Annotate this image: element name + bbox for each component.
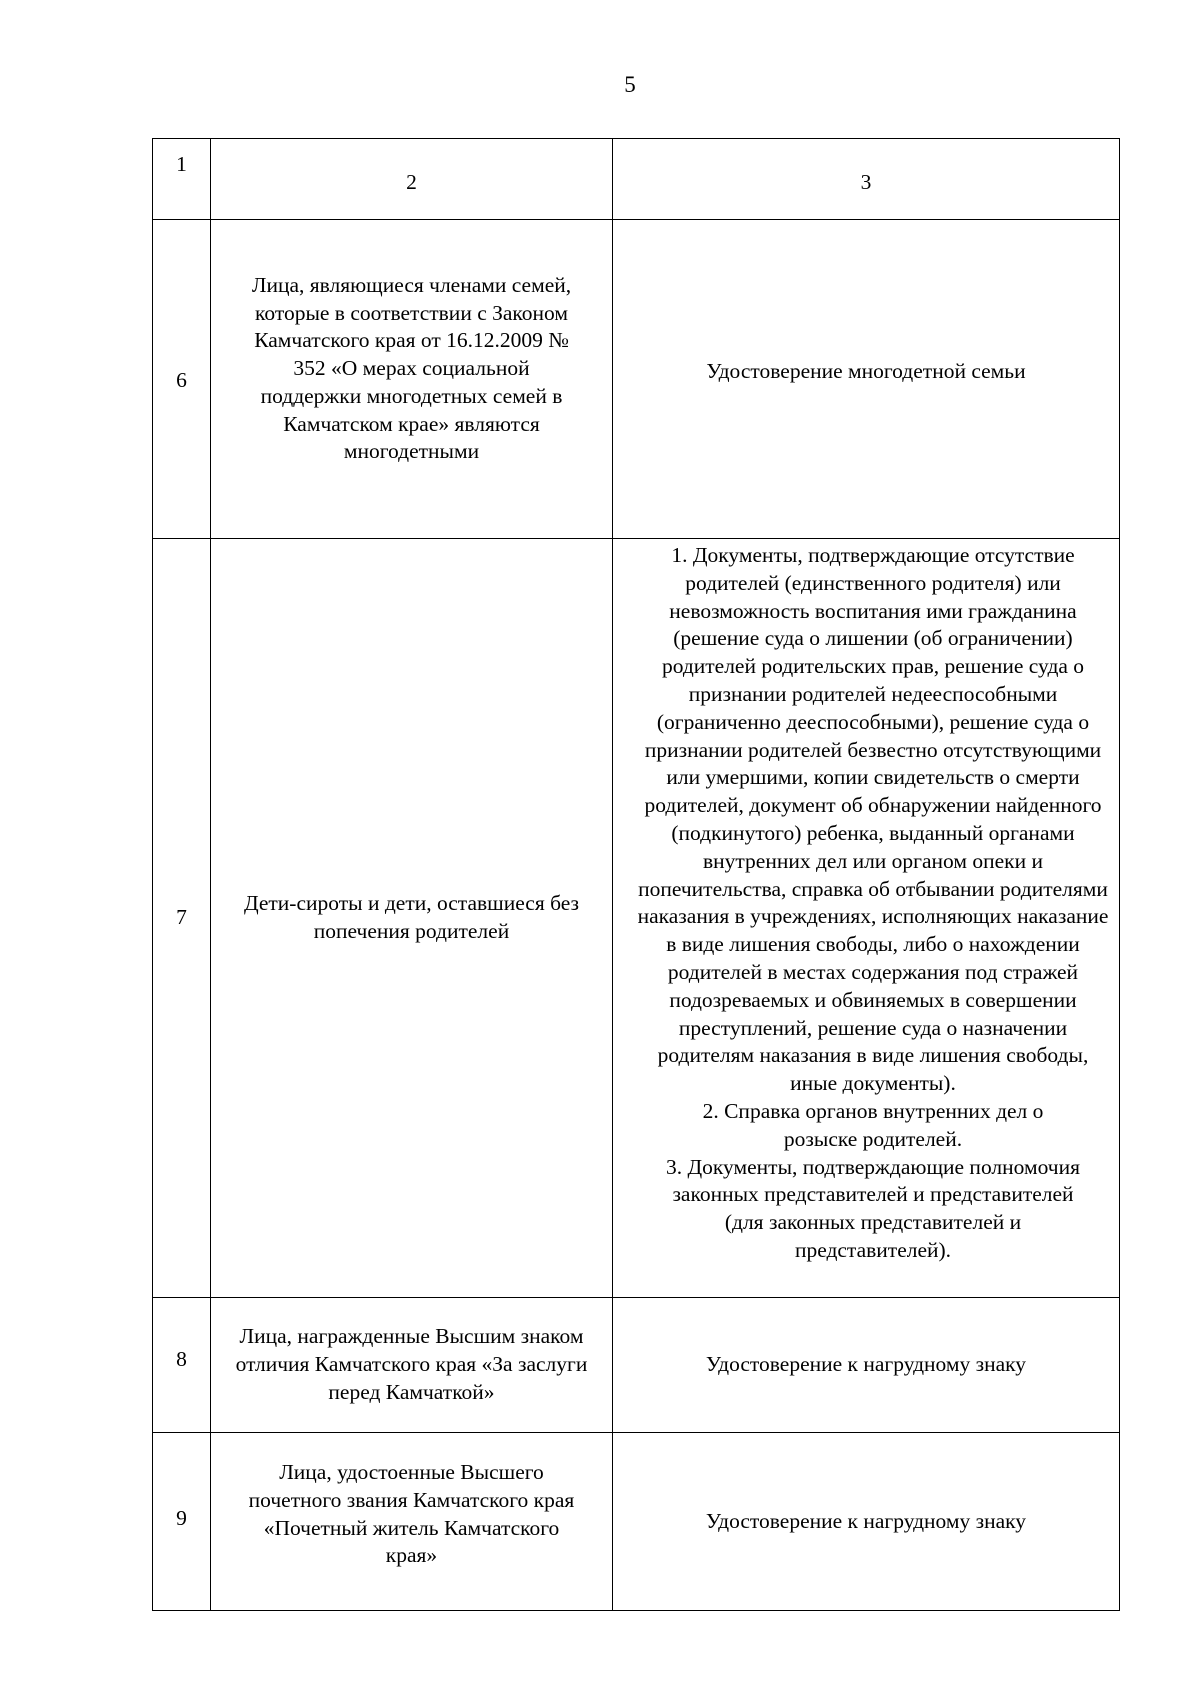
category-cell: [211, 1298, 613, 1433]
page-number: 5: [624, 72, 636, 97]
row-number: 9: [153, 1433, 211, 1611]
documents-table: [152, 138, 1120, 1611]
header-cell-2: 2: [211, 139, 613, 220]
documents-cell: [613, 1433, 1120, 1611]
category-cell: [211, 220, 613, 539]
document-item: Удостоверение к нагрудному знаку: [705, 1352, 1027, 1377]
header-cell-3: 3: [613, 139, 1120, 220]
documents-cell: [613, 539, 1120, 1298]
table-row: [153, 220, 1120, 539]
table-header-row: [153, 139, 1120, 220]
row-number: 8: [153, 1298, 211, 1433]
row-number: 6: [153, 220, 211, 539]
table-row: [153, 1433, 1120, 1611]
category-text: Лица, являющиеся членами семей, которые в соответствии с Законом Камчатского края от 16.12.2009 № 352 «О мерах социальной поддержки многодетных семей в Камчатском крае» являются многодетными: [251, 272, 572, 464]
document-item: 3. Документы, подтверждающие полномочия законных представителей и представителей (для законных представителей и представителей).: [666, 1154, 1080, 1262]
table-row: [153, 539, 1120, 1298]
document-item: Удостоверение к нагрудному знаку: [705, 1508, 1027, 1533]
document-item: 2. Справка органов внутренних дел о розыске родителей.: [702, 1098, 1044, 1151]
category-cell: [211, 539, 613, 1298]
row-number: 7: [153, 539, 211, 1298]
category-text: Лица, удостоенные Высшего почетного звания Камчатского края «Почетный житель Камчатского края»: [248, 1459, 575, 1568]
document-item: 1. Документы, подтверждающие отсутствие родителей (единственного родителя) или невозможность воспитания ими гражданина (решение суда о лишении (об ограничении) родителей родительских прав, решение суда о признании родителей недееспособными (ограниченно дееспособными), решение суда о признании родителей безвестно отсутствующими или умершими, копии свидетельств о смерти родителей, документ об обнаружении найденного (подкинутого) ребенка, выданный органами внутренних дел или органом опеки и попечительства, справка об отбывании родителями наказания в учреждениях, исполняющих наказание в виде лишения свободы, либо о нахождении родителей в местах содержания под стражей подозреваемых и обвиняемых в совершении преступлений, решение суда о назначении родителям наказания в виде лишения свободы, иные документы).: [637, 543, 1109, 1096]
category-text: Дети-сироты и дети, оставшиеся без попечения родителей: [243, 891, 580, 943]
document-item: Удостоверение многодетной семьи: [706, 359, 1026, 384]
header-cell-1: 1: [153, 139, 211, 220]
documents-cell: [613, 220, 1120, 539]
table-row: [153, 1298, 1120, 1433]
category-cell: [211, 1433, 613, 1611]
documents-cell: [613, 1298, 1120, 1433]
category-text: Лица, награжденные Высшим знаком отличия Камчатского края «За заслуги перед Камчаткой»: [235, 1324, 588, 1404]
